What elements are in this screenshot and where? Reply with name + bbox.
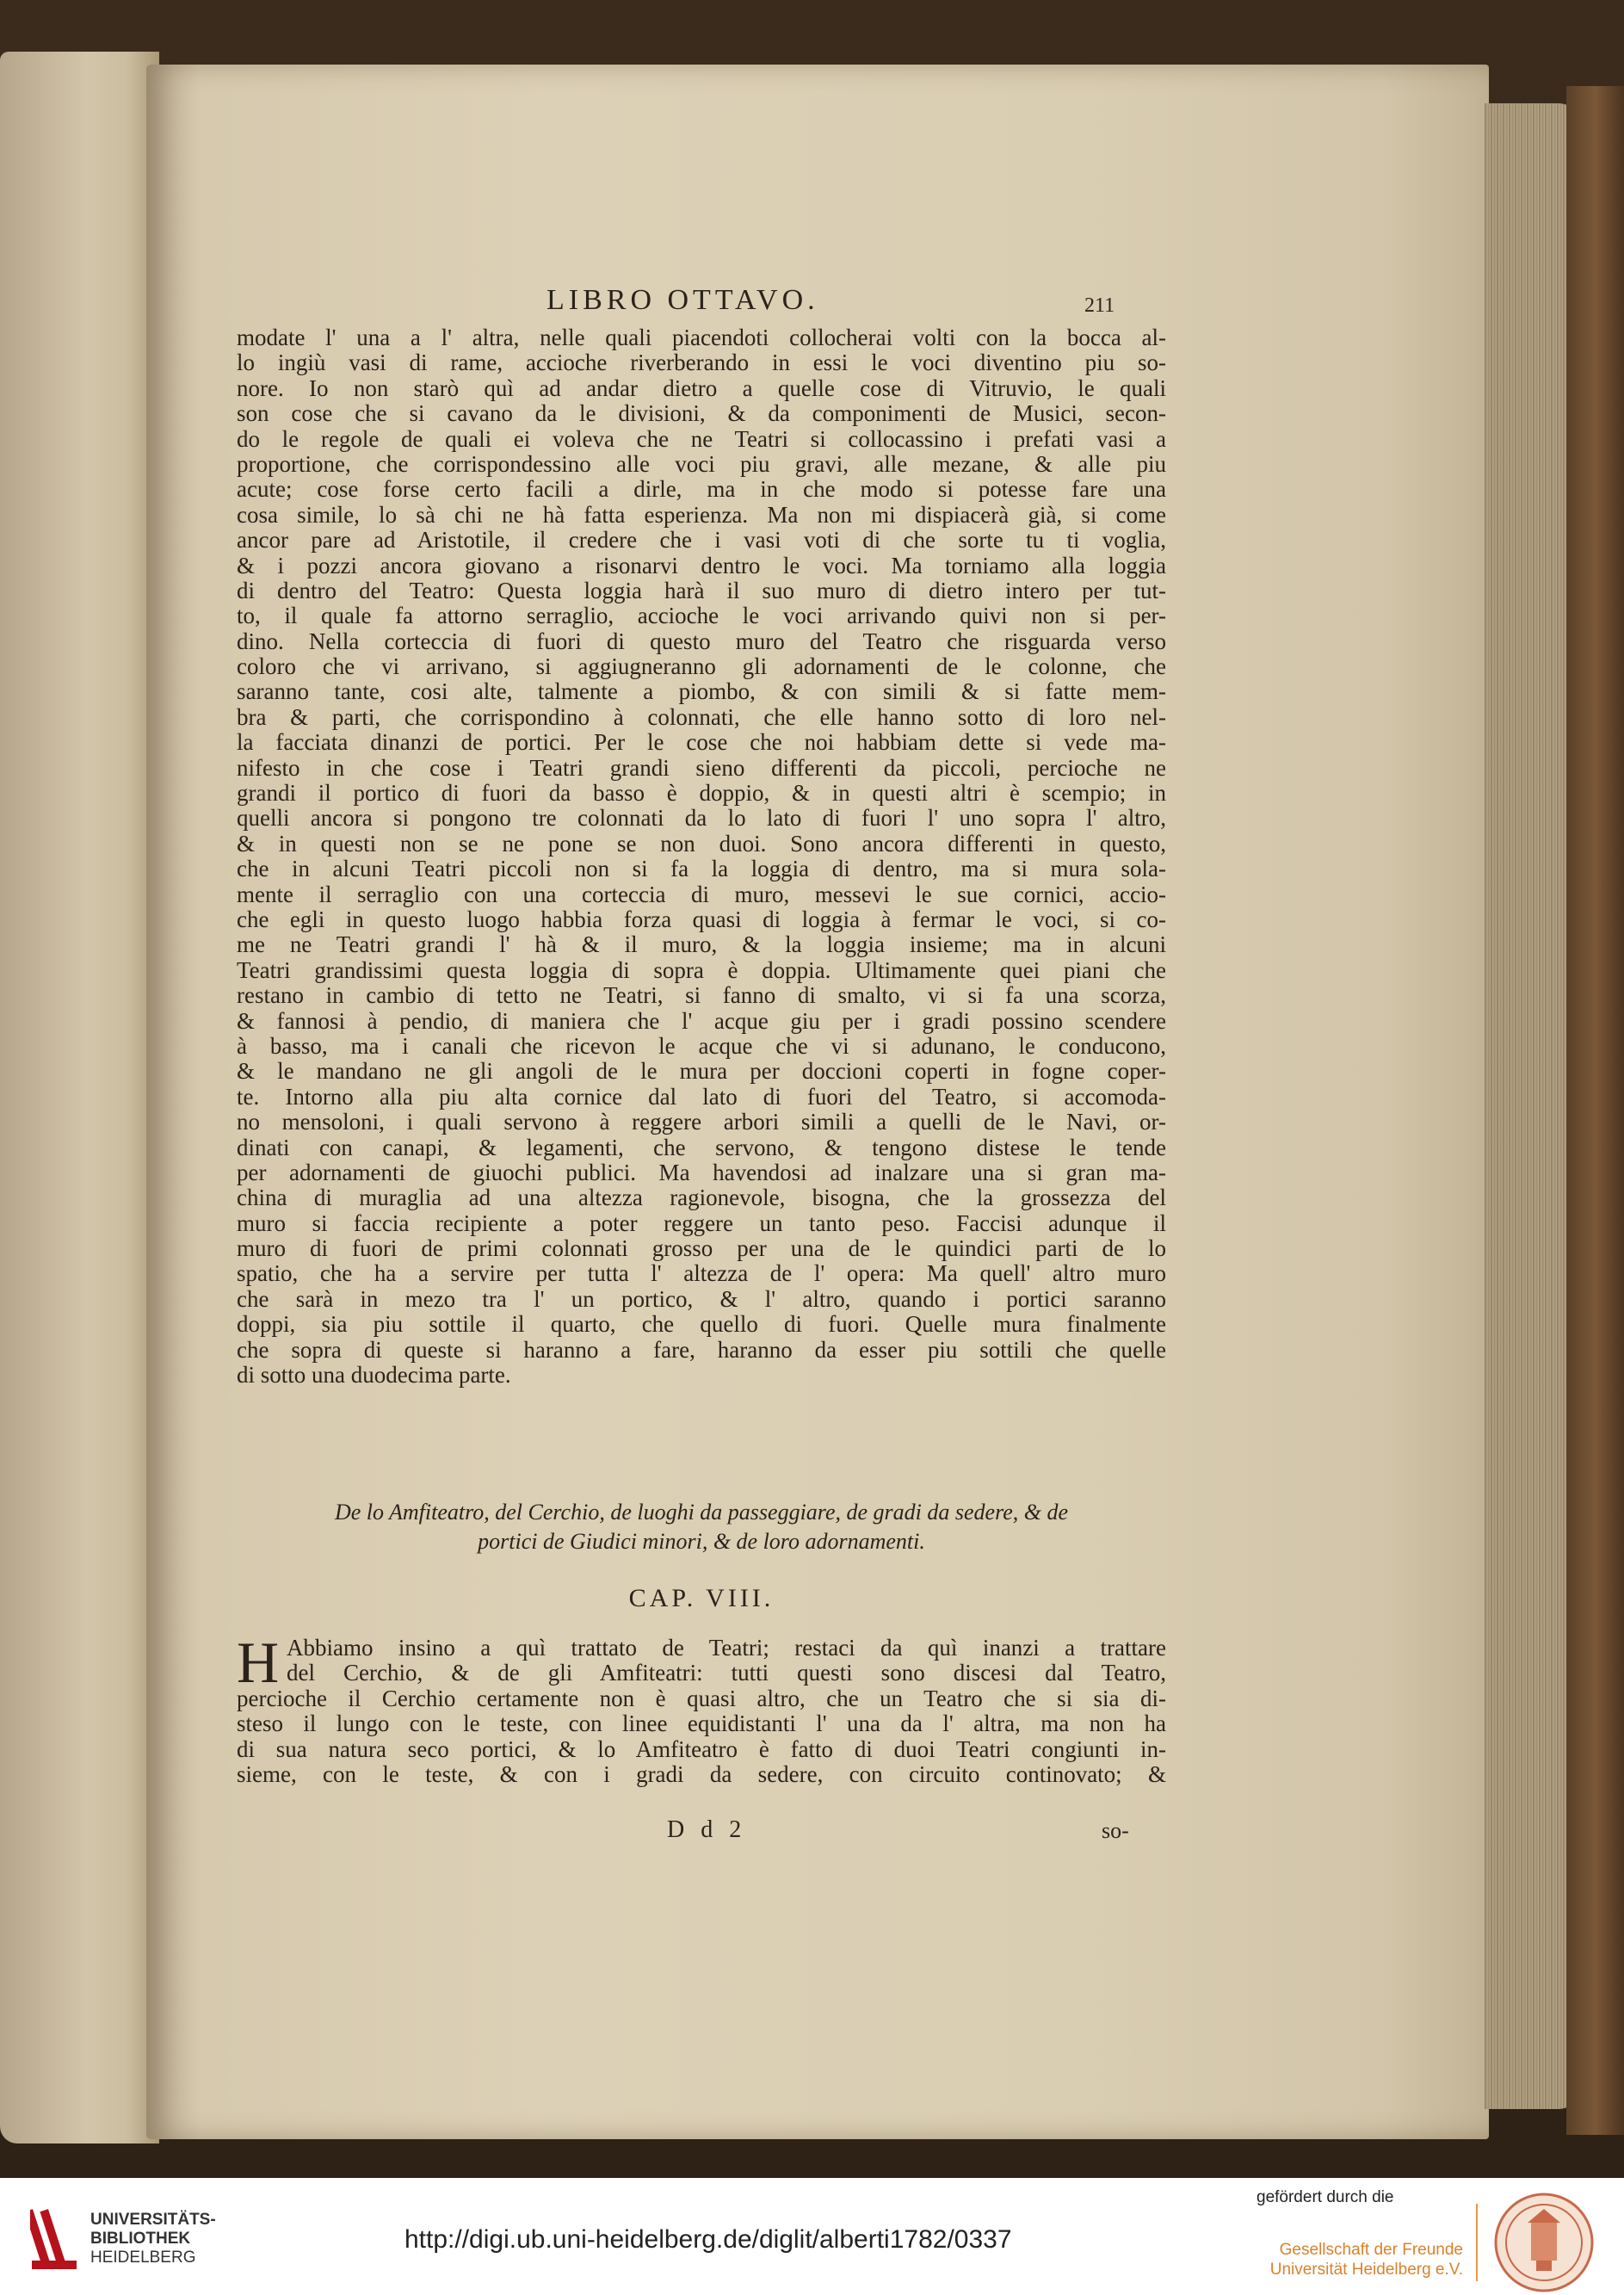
chapter-body xyxy=(237,1630,1166,1787)
text-line: do le regole de quali ei voleva che ne Teatri si collocassino i prefati vasi a xyxy=(237,426,1166,452)
text-line: me ne Teatri grandi l' hà & il muro, & la loggia insieme; ma in alcuni xyxy=(237,932,1166,958)
section-heading-line: De lo Amfiteatro, del Cerchio, de luoghi da passeggiare, de gradi da sedere, & de xyxy=(334,1500,1069,1525)
left-page-edge xyxy=(0,52,159,2143)
text-line: & le mandano ne gli angoli de le mura per doccioni coperti in fogne coper- xyxy=(237,1059,1166,1085)
text-line: & i pozzi ancora giovano a risonarvi dentro le voci. Ma torniamo alla loggia xyxy=(237,553,1166,578)
text-line: cosa simile, lo sà chi ne hà fatta esperienza. Ma non mi dispiacerà già, si come xyxy=(237,502,1166,528)
text-line: ancor pare ad Aristotile, il credere che i vasi voti di che sorte tu ti voglia, xyxy=(237,528,1166,554)
text-line: muro si faccia recipiente a poter reggere un tanto peso. Faccisi adunque il xyxy=(237,1210,1166,1236)
library-name-line: UNIVERSITÄTS- xyxy=(90,2211,216,2229)
text-line: dinati con canapi, & legamenti, che servono, & tengono distese le tende xyxy=(237,1135,1166,1160)
library-name-line: BIBLIOTHEK xyxy=(90,2230,191,2248)
text-line: quelli ancora si pongono tre colonnati da lo lato di fuori l' uno sopra l' altro, xyxy=(237,806,1166,832)
chapter-lines xyxy=(237,1630,1166,1787)
chapter-text-line: percioche il Cerchio certamente non è quasi altro, che un Teatro che si sia di- xyxy=(237,1686,1166,1711)
text-line: à basso, ma i canali che ricevon le acque che vi si adunano, le conducono, xyxy=(237,1033,1166,1059)
permalink-url[interactable]: http://digi.ub.uni-heidelberg.de/diglit/alberti1782/0337 xyxy=(404,2225,1012,2254)
body-text xyxy=(237,325,1166,1388)
text-line: coloro che vi arrivano, si aggiugneranno gli adornamenti de le colonne, che xyxy=(237,654,1166,680)
text-line: restano in cambio di tetto ne Teatri, si fanno di smalto, vi si fa una scorza, xyxy=(237,983,1166,1009)
viewer-footer xyxy=(0,2178,1624,2295)
university-seal-icon[interactable] xyxy=(1493,2192,1595,2293)
chapter-title: CAP. VIII. xyxy=(628,1584,775,1612)
running-head xyxy=(237,284,1166,319)
chapter-text-line: del Cerchio, & de gli Amfiteatri: tutti questi sono discesi dal Teatro, xyxy=(287,1661,1166,1686)
sponsor-name-line: Universität Heidelberg e.V. xyxy=(1269,2261,1463,2279)
text-line: & fannosi à pendio, di maniera che l' acque giu per i gradi possino scendere xyxy=(237,1008,1166,1034)
text-line: la facciata dinanzi de portici. Per le cose che noi habbiam dette si vede ma- xyxy=(237,730,1166,756)
running-head-title: LIBRO OTTAVO. xyxy=(546,284,819,316)
text-line: grandi il portico di fuori da basso è doppio, & in questi altri è scempio; in xyxy=(237,781,1166,807)
text-line: lo ingiù vasi di rame, accioche riverberando in essi le voci diventino piu so- xyxy=(237,350,1166,376)
sponsor-label: gefördert durch die xyxy=(1257,2188,1394,2206)
text-line: te. Intorno alla piu alta cornice dal lato di fuori del Teatro, si accomoda- xyxy=(237,1084,1166,1110)
text-line: proportione, che corrispondessino alle voci piu gravi, alle mezane, & alle piu xyxy=(237,451,1166,477)
text-line: acute; cose forse certo facili a dirle, ma in che modo si potesse fare una xyxy=(237,477,1166,503)
library-name[interactable] xyxy=(90,2211,216,2267)
text-line: per adornamenti de giuochi publici. Ma havendosi ad inalzare una si gran ma- xyxy=(237,1160,1166,1185)
sponsor-name-line: Gesellschaft der Freunde xyxy=(1279,2241,1463,2259)
text-line: di dentro del Teatro: Questa loggia harà il suo muro di dietro intero per tut- xyxy=(237,578,1166,603)
text-line: che egli in questo luogo habbia forza quasi di loggia à fermar le voci, si co- xyxy=(237,906,1166,932)
section-heading-line: portici de Giudici minori, & de loro adornamenti. xyxy=(478,1529,925,1554)
text-line: doppi, sia piu sottile il quarto, che quello di fuori. Quelle mura finalmente xyxy=(237,1312,1166,1338)
chapter-text-line: Abbiamo insino a quì trattato de Teatri; restaci da quì inanzi a trattare xyxy=(287,1636,1166,1661)
text-line: modate l' una a l' altra, nelle quali piacendoti collocherai volti con la bocca al- xyxy=(237,325,1166,350)
text-line: son cose che si cavano da le divisioni, & da componimenti de Musici, secon- xyxy=(237,401,1166,427)
signature-mark: D d 2 xyxy=(667,1816,747,1843)
drop-cap: H xyxy=(237,1630,280,1695)
book-cover-edge xyxy=(1566,86,1624,2135)
text-line: saranno tante, cosi alte, talmente a piombo, & con simili & si fatte mem- xyxy=(237,679,1166,705)
text-line: china di muraglia ad una altezza ragionevole, bisogna, che la grossezza del xyxy=(237,1185,1166,1211)
text-line: no mensoloni, i quali servono à reggere arbori simili a quelli de le Navi, or- xyxy=(237,1110,1166,1135)
text-line: che sarà in mezo tra l' un portico, & l' altro, quando i portici saranno xyxy=(237,1286,1166,1312)
catchword: so- xyxy=(1102,1818,1129,1843)
sponsor-name[interactable] xyxy=(1257,2240,1463,2280)
chapter-text-line: steso il lungo con le teste, con linee equidistanti l' una da l' altra, ma non ha xyxy=(237,1711,1166,1737)
text-line: Teatri grandissimi questa loggia di sopra è doppia. Ultimamente quei piani che xyxy=(237,957,1166,983)
section-heading xyxy=(237,1498,1166,1556)
ub-heidelberg-logo-icon[interactable] xyxy=(30,2204,80,2274)
text-line: nifesto in che cose i Teatri grandi sieno differenti da piccoli, percioche ne xyxy=(237,755,1166,781)
text-line: dino. Nella corteccia di fuori di questo muro del Teatro che risguarda verso xyxy=(237,628,1166,654)
text-line: spatio, che ha a servire per tutta l' altezza de l' opera: Ma quell' altro muro xyxy=(237,1261,1166,1287)
page-number: 211 xyxy=(1084,294,1115,317)
chapter-text-line: di sua natura seco portici, & lo Amfiteatro è fatto di duoi Teatri congiunti in- xyxy=(237,1736,1166,1762)
sponsor-divider xyxy=(1476,2204,1478,2281)
text-line: che sopra di queste si haranno a fare, haranno da esser piu sottili che quelle xyxy=(237,1337,1166,1363)
text-line: che in alcuni Teatri piccoli non si fa la loggia di dentro, ma si mura sola- xyxy=(237,857,1166,882)
text-line: nore. Io non starò quì ad andar dietro a quelle cose di Vitruvio, le quali xyxy=(237,375,1166,401)
text-line: di sotto una duodecima parte. xyxy=(237,1363,511,1389)
library-name-line: HEIDELBERG xyxy=(90,2249,196,2267)
text-line: mente il serraglio con una corteccia di muro, messevi le sue cornici, accio- xyxy=(237,882,1166,907)
chapter-text-line: sieme, con le teste, & con i gradi da sedere, con circuito continovato; & xyxy=(237,1761,1166,1787)
text-line: to, il quale fa attorno serraglio, accioche le voci arrivando quivi non si per- xyxy=(237,603,1166,629)
text-line: & in questi non se ne pone se non duoi. Sono ancora differenti in questo, xyxy=(237,831,1166,857)
text-line: bra & parti, che corrispondino à colonnati, che elle hanno sotto di loro nel- xyxy=(237,704,1166,730)
text-line: muro di fuori de primi colonnati grosso per una de le quindici parti de lo xyxy=(237,1236,1166,1262)
